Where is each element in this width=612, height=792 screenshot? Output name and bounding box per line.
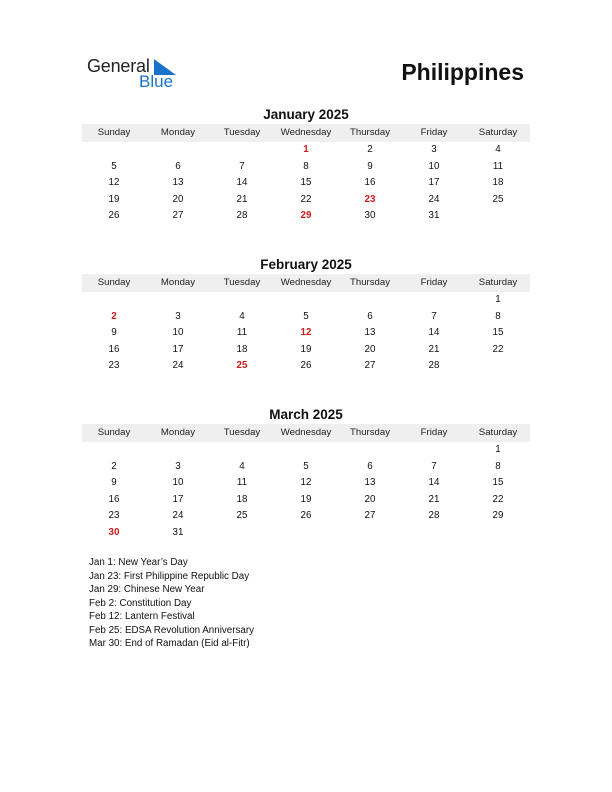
day-cell: 14 — [428, 327, 440, 339]
day-cell: 16 — [108, 493, 120, 505]
day-cell — [338, 525, 402, 542]
day-cell: 10 — [172, 327, 184, 339]
week-row — [82, 175, 530, 192]
logo-general-text: General — [87, 56, 150, 76]
day-cell: 29 — [492, 510, 504, 522]
day-cell — [210, 525, 274, 542]
day-cell — [466, 358, 530, 375]
day-cell: 31 — [428, 210, 440, 222]
day-cell: 26 — [108, 210, 120, 222]
day-cell: 2 — [367, 144, 373, 155]
day-cell: 4 — [239, 310, 245, 322]
day-cell — [274, 442, 338, 459]
day-cell — [82, 142, 146, 159]
day-cell: 24 — [428, 193, 440, 205]
weekday-label: Wednesday — [280, 427, 332, 438]
day-cell: 25 — [492, 193, 504, 205]
day-cell: 17 — [428, 177, 440, 189]
weekday-label: Thursday — [350, 127, 390, 138]
holiday-list — [89, 556, 254, 651]
day-cell: 3 — [431, 144, 437, 155]
day-cell: 17 — [172, 493, 184, 505]
day-cell: 19 — [108, 193, 120, 205]
weekday-label: Thursday — [350, 277, 390, 288]
day-cell: 22 — [492, 343, 504, 355]
weekday-label: Saturday — [478, 277, 518, 288]
day-cell: 6 — [367, 460, 373, 472]
day-cell: 6 — [175, 160, 181, 172]
weekday-label: Thursday — [350, 427, 390, 438]
week-row — [82, 492, 530, 509]
day-cell — [82, 442, 146, 459]
day-cell — [466, 208, 530, 225]
day-cell: 14 — [428, 477, 440, 489]
day-cell: 17 — [172, 343, 184, 355]
day-cell: 24 — [172, 510, 184, 522]
holiday-note: Feb 25: EDSA Revolution Anniversary — [89, 624, 255, 636]
week-row — [82, 159, 530, 176]
day-cell: 5 — [111, 160, 117, 172]
day-cell: 27 — [172, 210, 184, 222]
day-cell — [146, 442, 210, 459]
month-calendar — [82, 256, 530, 375]
weekday-label: Tuesday — [223, 127, 261, 138]
day-cell: 14 — [236, 177, 248, 189]
holiday-note: Mar 30: End of Ramadan (Eid al-Fitr) — [89, 638, 250, 649]
week-row — [82, 525, 530, 542]
week-row — [82, 459, 530, 476]
day-cell: 15 — [492, 327, 504, 339]
day-cell — [146, 292, 210, 309]
day-cell: 7 — [239, 160, 245, 172]
day-cell: 1 — [495, 444, 501, 455]
day-cell: 22 — [300, 193, 312, 205]
weekday-label: Wednesday — [280, 127, 332, 138]
day-cell: 9 — [111, 327, 117, 339]
day-cell: 19 — [300, 343, 312, 355]
day-cell: 20 — [172, 193, 184, 205]
day-cell: 3 — [175, 310, 181, 322]
day-cell: 18 — [236, 343, 248, 355]
day-cell: 1 — [495, 294, 501, 305]
weekday-label: Monday — [160, 277, 196, 288]
day-cell: 28 — [428, 360, 440, 372]
week-row — [82, 475, 530, 492]
weekday-label: Monday — [160, 127, 196, 138]
day-cell — [402, 442, 466, 459]
weekday-header-row — [82, 274, 530, 292]
week-row — [82, 442, 530, 459]
week-row — [82, 358, 530, 375]
day-cell: 31 — [172, 526, 184, 538]
holiday-note: Jan 23: First Philippine Republic Day — [89, 570, 250, 582]
week-row — [82, 325, 530, 342]
day-cell: 23 — [108, 510, 120, 522]
week-row — [82, 292, 530, 309]
holiday-day-cell: 29 — [300, 210, 312, 222]
weekday-label: Sunday — [97, 427, 131, 438]
day-cell: 7 — [431, 460, 437, 472]
day-cell: 11 — [492, 160, 504, 172]
weekday-label: Tuesday — [223, 427, 261, 438]
month-title: March 2025 — [269, 407, 343, 422]
weekday-label: Friday — [420, 127, 448, 138]
holiday-note: Feb 12: Lantern Festival — [89, 611, 195, 622]
day-cell: 18 — [236, 493, 248, 505]
weekday-label: Friday — [420, 277, 448, 288]
day-cell — [210, 442, 274, 459]
day-cell — [210, 142, 274, 159]
holiday-day-cell: 2 — [111, 310, 117, 322]
month-calendar — [82, 406, 530, 542]
day-cell — [146, 142, 210, 159]
day-cell: 12 — [108, 177, 120, 189]
week-row — [82, 208, 530, 225]
month-title: January 2025 — [263, 107, 349, 122]
day-cell: 22 — [492, 493, 504, 505]
week-row — [82, 142, 530, 159]
holiday-day-cell: 25 — [236, 360, 248, 372]
day-cell: 3 — [175, 460, 181, 472]
day-cell — [402, 292, 466, 309]
logo-blue-text: Blue — [139, 72, 174, 91]
day-cell: 13 — [364, 477, 376, 489]
day-cell: 4 — [495, 144, 501, 155]
day-cell: 6 — [367, 310, 373, 322]
weekday-label: Wednesday — [280, 277, 332, 288]
week-row — [82, 192, 530, 209]
day-cell — [466, 525, 530, 542]
day-cell — [274, 292, 338, 309]
weekday-label: Tuesday — [223, 277, 261, 288]
day-cell: 20 — [364, 493, 376, 505]
day-cell: 25 — [236, 510, 248, 522]
weekday-header-row — [82, 424, 530, 442]
weekday-label: Saturday — [478, 127, 518, 138]
day-cell: 15 — [300, 177, 312, 189]
day-cell: 13 — [172, 177, 184, 189]
day-cell: 8 — [495, 460, 501, 472]
month-title: February 2025 — [260, 257, 352, 272]
day-cell: 5 — [303, 460, 309, 472]
day-cell: 21 — [236, 193, 248, 205]
day-cell — [210, 292, 274, 309]
day-cell: 5 — [303, 310, 309, 322]
day-cell: 27 — [364, 360, 376, 372]
day-cell: 8 — [303, 160, 309, 172]
day-cell: 21 — [428, 493, 440, 505]
weekday-header-row — [82, 124, 530, 142]
weekday-label: Friday — [420, 427, 448, 438]
country-title: Philippines — [401, 59, 524, 85]
day-cell: 23 — [108, 360, 120, 372]
generalblue-logo — [86, 56, 186, 92]
weekday-label: Sunday — [97, 277, 131, 288]
month-calendar — [82, 106, 530, 225]
day-cell: 9 — [111, 477, 117, 489]
day-cell: 4 — [239, 460, 245, 472]
day-cell: 16 — [364, 177, 376, 189]
day-cell — [274, 525, 338, 542]
holiday-note: Jan 29: Chinese New Year — [89, 584, 205, 595]
day-cell: 28 — [428, 510, 440, 522]
day-cell: 20 — [364, 343, 376, 355]
day-cell: 10 — [428, 160, 440, 172]
day-cell: 16 — [108, 343, 120, 355]
day-cell: 13 — [364, 327, 376, 339]
day-cell: 8 — [495, 310, 501, 322]
week-row — [82, 508, 530, 525]
day-cell: 27 — [364, 510, 376, 522]
day-cell: 21 — [428, 343, 440, 355]
day-cell: 11 — [236, 477, 248, 489]
holiday-note: Feb 2: Constitution Day — [89, 597, 192, 609]
holiday-day-cell: 1 — [303, 144, 309, 155]
weekday-label: Monday — [160, 427, 196, 438]
day-cell: 2 — [111, 460, 117, 472]
day-cell: 28 — [236, 210, 248, 222]
day-cell: 18 — [492, 177, 504, 189]
week-row — [82, 342, 530, 359]
holiday-note: Jan 1: New Year’s Day — [89, 557, 188, 568]
holiday-day-cell: 23 — [364, 193, 376, 205]
day-cell: 12 — [300, 477, 312, 489]
day-cell — [338, 442, 402, 459]
week-row — [82, 309, 530, 326]
day-cell: 9 — [367, 160, 373, 172]
holiday-day-cell: 30 — [108, 526, 120, 538]
day-cell: 15 — [492, 477, 504, 489]
day-cell: 7 — [431, 310, 437, 322]
day-cell: 11 — [236, 327, 248, 339]
day-cell — [402, 525, 466, 542]
weekday-label: Sunday — [97, 127, 131, 138]
day-cell: 24 — [172, 360, 184, 372]
day-cell: 10 — [172, 477, 184, 489]
holiday-day-cell: 12 — [300, 327, 312, 339]
day-cell: 19 — [300, 493, 312, 505]
day-cell — [82, 292, 146, 309]
day-cell: 26 — [300, 360, 312, 372]
day-cell: 30 — [364, 210, 376, 222]
day-cell — [338, 292, 402, 309]
day-cell: 26 — [300, 510, 312, 522]
weekday-label: Saturday — [478, 427, 518, 438]
